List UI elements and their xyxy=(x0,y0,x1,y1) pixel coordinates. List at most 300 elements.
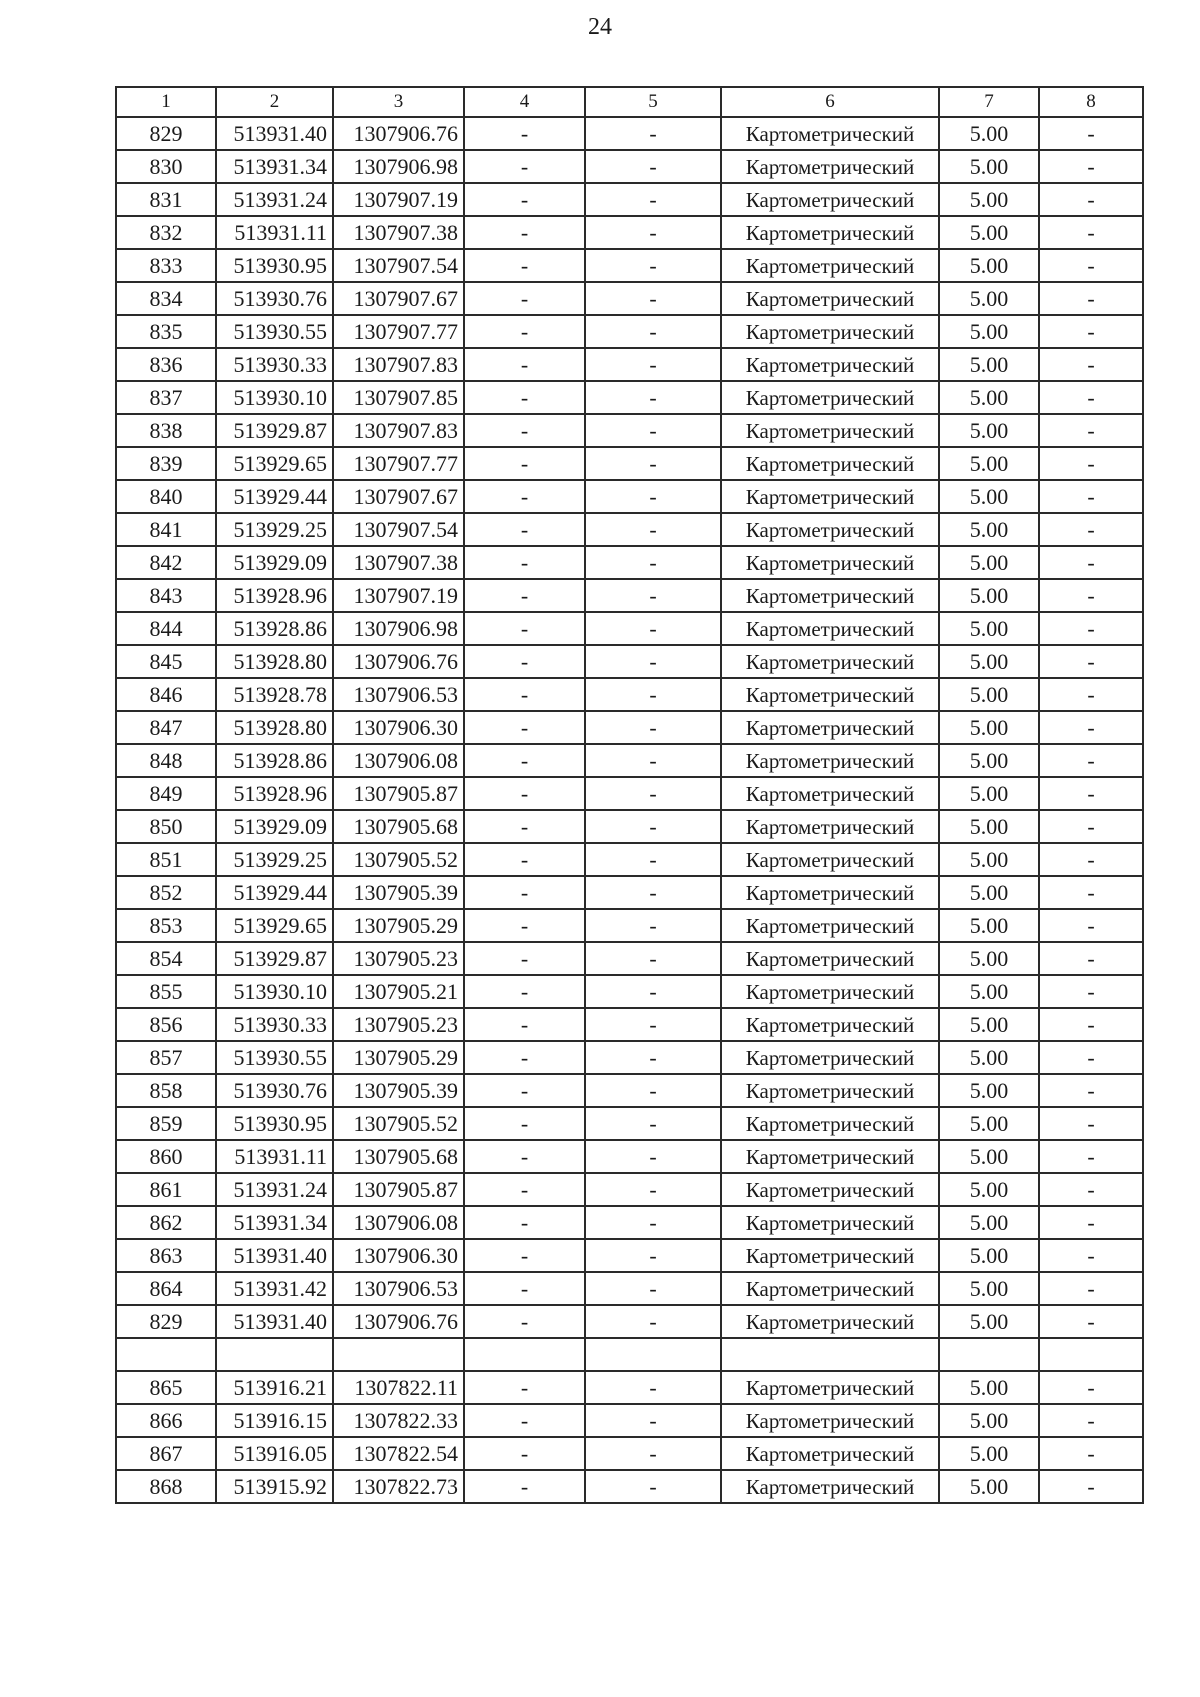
table-row xyxy=(116,216,1143,249)
cell-x-coordinate: 513930.33 xyxy=(216,1008,333,1041)
cell-point-number: 836 xyxy=(116,348,216,381)
cell-col-8: - xyxy=(1039,942,1143,975)
cell-accuracy: 5.00 xyxy=(939,480,1039,513)
cell-y-coordinate: 1307907.77 xyxy=(333,315,464,348)
cell-col-4: - xyxy=(464,843,585,876)
cell-accuracy: 5.00 xyxy=(939,183,1039,216)
cell-col-8: - xyxy=(1039,843,1143,876)
cell-method: Картометрический xyxy=(721,1437,939,1470)
cell-y-coordinate: 1307906.30 xyxy=(333,1239,464,1272)
cell-x-coordinate: 513929.25 xyxy=(216,843,333,876)
cell-col-8: - xyxy=(1039,282,1143,315)
cell-method: Картометрический xyxy=(721,810,939,843)
cell-col-8: - xyxy=(1039,1371,1143,1404)
cell-col-4: - xyxy=(464,1305,585,1338)
cell-point-number: 848 xyxy=(116,744,216,777)
table-row xyxy=(116,1239,1143,1272)
table-row xyxy=(116,282,1143,315)
table-row xyxy=(116,579,1143,612)
cell-y-coordinate: 1307905.39 xyxy=(333,1074,464,1107)
cell-x-coordinate: 513916.15 xyxy=(216,1404,333,1437)
table-row xyxy=(116,480,1143,513)
coordinates-table xyxy=(115,86,1144,1504)
cell-accuracy: 5.00 xyxy=(939,1404,1039,1437)
cell-method: Картометрический xyxy=(721,381,939,414)
table-row xyxy=(116,150,1143,183)
cell-col-4: - xyxy=(464,381,585,414)
cell-col-4: - xyxy=(464,876,585,909)
cell-point-number: 865 xyxy=(116,1371,216,1404)
table-row xyxy=(116,1272,1143,1305)
cell-point-number: 837 xyxy=(116,381,216,414)
table-row xyxy=(116,513,1143,546)
cell-col-8: - xyxy=(1039,150,1143,183)
cell-point-number: 847 xyxy=(116,711,216,744)
cell-x-coordinate: 513929.65 xyxy=(216,909,333,942)
cell-y-coordinate: 1307905.68 xyxy=(333,1140,464,1173)
cell-accuracy: 5.00 xyxy=(939,546,1039,579)
cell-y-coordinate: 1307905.68 xyxy=(333,810,464,843)
cell-col-4: - xyxy=(464,1173,585,1206)
cell-point-number xyxy=(116,1338,216,1371)
cell-y-coordinate: 1307905.21 xyxy=(333,975,464,1008)
cell-method: Картометрический xyxy=(721,843,939,876)
cell-col-8: - xyxy=(1039,744,1143,777)
table-row xyxy=(116,777,1143,810)
cell-accuracy: 5.00 xyxy=(939,909,1039,942)
table-row xyxy=(116,711,1143,744)
cell-accuracy: 5.00 xyxy=(939,513,1039,546)
cell-x-coordinate: 513931.11 xyxy=(216,1140,333,1173)
cell-method: Картометрический xyxy=(721,1041,939,1074)
cell-col-4: - xyxy=(464,744,585,777)
cell-col-5: - xyxy=(585,975,721,1008)
cell-y-coordinate: 1307905.52 xyxy=(333,843,464,876)
cell-col-4: - xyxy=(464,810,585,843)
table-row xyxy=(116,1008,1143,1041)
cell-y-coordinate: 1307906.08 xyxy=(333,744,464,777)
cell-accuracy: 5.00 xyxy=(939,1140,1039,1173)
cell-accuracy: 5.00 xyxy=(939,249,1039,282)
column-header-4: 4 xyxy=(464,87,585,117)
cell-col-8: - xyxy=(1039,513,1143,546)
table-row xyxy=(116,1206,1143,1239)
cell-method: Картометрический xyxy=(721,1107,939,1140)
cell-col-8: - xyxy=(1039,612,1143,645)
cell-method: Картометрический xyxy=(721,1371,939,1404)
cell-col-4 xyxy=(464,1338,585,1371)
cell-y-coordinate: 1307907.67 xyxy=(333,282,464,315)
cell-accuracy: 5.00 xyxy=(939,1272,1039,1305)
cell-point-number: 853 xyxy=(116,909,216,942)
cell-col-4: - xyxy=(464,579,585,612)
cell-accuracy: 5.00 xyxy=(939,711,1039,744)
cell-point-number: 839 xyxy=(116,447,216,480)
cell-y-coordinate: 1307822.33 xyxy=(333,1404,464,1437)
cell-x-coordinate: 513928.80 xyxy=(216,711,333,744)
cell-col-5: - xyxy=(585,1305,721,1338)
cell-point-number: 866 xyxy=(116,1404,216,1437)
cell-accuracy xyxy=(939,1338,1039,1371)
cell-accuracy: 5.00 xyxy=(939,645,1039,678)
cell-y-coordinate: 1307905.87 xyxy=(333,777,464,810)
cell-col-8 xyxy=(1039,1338,1143,1371)
cell-col-5: - xyxy=(585,1206,721,1239)
cell-method: Картометрический xyxy=(721,1272,939,1305)
cell-point-number: 840 xyxy=(116,480,216,513)
cell-x-coordinate: 513929.44 xyxy=(216,480,333,513)
cell-x-coordinate: 513931.11 xyxy=(216,216,333,249)
cell-col-5: - xyxy=(585,1041,721,1074)
table-row xyxy=(116,249,1143,282)
cell-method: Картометрический xyxy=(721,513,939,546)
cell-col-8: - xyxy=(1039,1074,1143,1107)
cell-point-number: 830 xyxy=(116,150,216,183)
cell-y-coordinate: 1307905.29 xyxy=(333,1041,464,1074)
cell-method: Картометрический xyxy=(721,1305,939,1338)
cell-col-5: - xyxy=(585,810,721,843)
cell-col-5: - xyxy=(585,447,721,480)
cell-col-8: - xyxy=(1039,1305,1143,1338)
cell-point-number: 843 xyxy=(116,579,216,612)
cell-col-5: - xyxy=(585,150,721,183)
cell-col-4: - xyxy=(464,183,585,216)
cell-point-number: 855 xyxy=(116,975,216,1008)
table-row xyxy=(116,678,1143,711)
cell-col-8: - xyxy=(1039,1140,1143,1173)
cell-col-4: - xyxy=(464,117,585,150)
cell-y-coordinate: 1307907.19 xyxy=(333,183,464,216)
cell-accuracy: 5.00 xyxy=(939,1074,1039,1107)
table-row xyxy=(116,1338,1143,1371)
table-row xyxy=(116,183,1143,216)
cell-y-coordinate: 1307907.77 xyxy=(333,447,464,480)
cell-x-coordinate: 513929.09 xyxy=(216,810,333,843)
cell-x-coordinate: 513916.21 xyxy=(216,1371,333,1404)
cell-method: Картометрический xyxy=(721,1008,939,1041)
column-header-3: 3 xyxy=(333,87,464,117)
cell-method: Картометрический xyxy=(721,414,939,447)
cell-accuracy: 5.00 xyxy=(939,150,1039,183)
cell-col-8: - xyxy=(1039,381,1143,414)
cell-col-5: - xyxy=(585,645,721,678)
table-row xyxy=(116,447,1143,480)
cell-x-coordinate: 513930.76 xyxy=(216,282,333,315)
table-row xyxy=(116,315,1143,348)
cell-col-4: - xyxy=(464,1107,585,1140)
table-row xyxy=(116,942,1143,975)
cell-x-coordinate: 513928.96 xyxy=(216,579,333,612)
cell-method: Картометрический xyxy=(721,876,939,909)
cell-x-coordinate: 513915.92 xyxy=(216,1470,333,1503)
cell-method: Картометрический xyxy=(721,1470,939,1503)
cell-col-8: - xyxy=(1039,1239,1143,1272)
cell-method: Картометрический xyxy=(721,744,939,777)
cell-col-4: - xyxy=(464,315,585,348)
cell-method: Картометрический xyxy=(721,1239,939,1272)
cell-col-4: - xyxy=(464,1371,585,1404)
cell-col-4: - xyxy=(464,645,585,678)
cell-y-coordinate: 1307905.23 xyxy=(333,1008,464,1041)
cell-y-coordinate: 1307822.54 xyxy=(333,1437,464,1470)
cell-col-5: - xyxy=(585,513,721,546)
cell-col-5: - xyxy=(585,546,721,579)
column-header-5: 5 xyxy=(585,87,721,117)
table-row xyxy=(116,1140,1143,1173)
cell-point-number: 841 xyxy=(116,513,216,546)
cell-col-8: - xyxy=(1039,117,1143,150)
cell-col-8: - xyxy=(1039,249,1143,282)
cell-x-coordinate: 513928.78 xyxy=(216,678,333,711)
cell-col-5: - xyxy=(585,678,721,711)
cell-point-number: 832 xyxy=(116,216,216,249)
cell-x-coordinate: 513931.40 xyxy=(216,117,333,150)
cell-method: Картометрический xyxy=(721,645,939,678)
cell-x-coordinate: 513931.42 xyxy=(216,1272,333,1305)
table-body xyxy=(116,117,1143,1503)
cell-col-5: - xyxy=(585,1008,721,1041)
cell-accuracy: 5.00 xyxy=(939,1470,1039,1503)
cell-method: Картометрический xyxy=(721,546,939,579)
cell-x-coordinate: 513931.24 xyxy=(216,1173,333,1206)
cell-x-coordinate: 513916.05 xyxy=(216,1437,333,1470)
table-row xyxy=(116,810,1143,843)
cell-point-number: 844 xyxy=(116,612,216,645)
cell-y-coordinate: 1307905.39 xyxy=(333,876,464,909)
cell-col-5: - xyxy=(585,843,721,876)
cell-col-5: - xyxy=(585,711,721,744)
cell-method: Картометрический xyxy=(721,117,939,150)
cell-col-8: - xyxy=(1039,909,1143,942)
cell-col-8: - xyxy=(1039,678,1143,711)
table-row xyxy=(116,1074,1143,1107)
cell-col-5: - xyxy=(585,612,721,645)
cell-col-4: - xyxy=(464,1140,585,1173)
cell-accuracy: 5.00 xyxy=(939,117,1039,150)
cell-method: Картометрический xyxy=(721,909,939,942)
table-row xyxy=(116,348,1143,381)
cell-col-4: - xyxy=(464,1074,585,1107)
cell-col-8: - xyxy=(1039,645,1143,678)
cell-accuracy: 5.00 xyxy=(939,216,1039,249)
cell-col-5: - xyxy=(585,579,721,612)
cell-y-coordinate: 1307907.38 xyxy=(333,216,464,249)
cell-accuracy: 5.00 xyxy=(939,1041,1039,1074)
cell-point-number: 834 xyxy=(116,282,216,315)
cell-point-number: 864 xyxy=(116,1272,216,1305)
cell-point-number: 868 xyxy=(116,1470,216,1503)
cell-accuracy: 5.00 xyxy=(939,447,1039,480)
table-row xyxy=(116,645,1143,678)
cell-method: Картометрический xyxy=(721,678,939,711)
cell-accuracy: 5.00 xyxy=(939,1437,1039,1470)
cell-col-4: - xyxy=(464,711,585,744)
cell-accuracy: 5.00 xyxy=(939,876,1039,909)
cell-x-coordinate: 513928.86 xyxy=(216,612,333,645)
cell-col-5: - xyxy=(585,942,721,975)
cell-accuracy: 5.00 xyxy=(939,843,1039,876)
cell-col-5: - xyxy=(585,381,721,414)
cell-method: Картометрический xyxy=(721,183,939,216)
cell-col-5: - xyxy=(585,1107,721,1140)
cell-point-number: 831 xyxy=(116,183,216,216)
cell-col-4: - xyxy=(464,414,585,447)
cell-x-coordinate: 513929.65 xyxy=(216,447,333,480)
cell-col-5: - xyxy=(585,1437,721,1470)
cell-method: Картометрический xyxy=(721,150,939,183)
table-row xyxy=(116,1305,1143,1338)
cell-point-number: 863 xyxy=(116,1239,216,1272)
cell-y-coordinate: 1307906.08 xyxy=(333,1206,464,1239)
cell-point-number: 852 xyxy=(116,876,216,909)
cell-col-8: - xyxy=(1039,1272,1143,1305)
cell-accuracy: 5.00 xyxy=(939,1371,1039,1404)
cell-accuracy: 5.00 xyxy=(939,1239,1039,1272)
cell-col-5: - xyxy=(585,1074,721,1107)
cell-point-number: 838 xyxy=(116,414,216,447)
cell-col-5: - xyxy=(585,1173,721,1206)
cell-accuracy: 5.00 xyxy=(939,1173,1039,1206)
cell-col-8: - xyxy=(1039,975,1143,1008)
cell-accuracy: 5.00 xyxy=(939,744,1039,777)
cell-col-5: - xyxy=(585,909,721,942)
cell-col-4: - xyxy=(464,612,585,645)
cell-point-number: 850 xyxy=(116,810,216,843)
cell-col-5: - xyxy=(585,183,721,216)
cell-x-coordinate: 513929.09 xyxy=(216,546,333,579)
cell-col-8: - xyxy=(1039,579,1143,612)
cell-point-number: 833 xyxy=(116,249,216,282)
cell-method: Картометрический xyxy=(721,1140,939,1173)
cell-y-coordinate: 1307906.98 xyxy=(333,150,464,183)
cell-col-8: - xyxy=(1039,810,1143,843)
cell-point-number: 829 xyxy=(116,1305,216,1338)
cell-x-coordinate: 513931.40 xyxy=(216,1239,333,1272)
cell-y-coordinate: 1307907.85 xyxy=(333,381,464,414)
cell-y-coordinate: 1307822.73 xyxy=(333,1470,464,1503)
cell-x-coordinate: 513929.25 xyxy=(216,513,333,546)
table-row xyxy=(116,1404,1143,1437)
cell-point-number: 858 xyxy=(116,1074,216,1107)
table-row xyxy=(116,1470,1143,1503)
cell-col-5: - xyxy=(585,348,721,381)
table-row xyxy=(116,975,1143,1008)
cell-col-8: - xyxy=(1039,315,1143,348)
cell-col-4: - xyxy=(464,1470,585,1503)
cell-col-5: - xyxy=(585,1239,721,1272)
page-number: 24 xyxy=(588,14,612,40)
cell-x-coordinate: 513929.87 xyxy=(216,942,333,975)
cell-x-coordinate: 513930.95 xyxy=(216,249,333,282)
cell-y-coordinate: 1307907.19 xyxy=(333,579,464,612)
cell-col-4: - xyxy=(464,282,585,315)
cell-accuracy: 5.00 xyxy=(939,1008,1039,1041)
column-header-7: 7 xyxy=(939,87,1039,117)
column-header-2: 2 xyxy=(216,87,333,117)
cell-x-coordinate: 513931.34 xyxy=(216,150,333,183)
cell-col-4: - xyxy=(464,909,585,942)
cell-col-5: - xyxy=(585,315,721,348)
cell-col-5: - xyxy=(585,744,721,777)
cell-col-5: - xyxy=(585,1470,721,1503)
cell-y-coordinate: 1307907.67 xyxy=(333,480,464,513)
cell-y-coordinate: 1307905.52 xyxy=(333,1107,464,1140)
cell-method: Картометрический xyxy=(721,1173,939,1206)
cell-y-coordinate: 1307905.87 xyxy=(333,1173,464,1206)
cell-accuracy: 5.00 xyxy=(939,1206,1039,1239)
cell-accuracy: 5.00 xyxy=(939,414,1039,447)
table-row xyxy=(116,1173,1143,1206)
cell-col-4: - xyxy=(464,1041,585,1074)
cell-y-coordinate: 1307906.76 xyxy=(333,117,464,150)
cell-method: Картометрический xyxy=(721,777,939,810)
cell-method: Картометрический xyxy=(721,942,939,975)
cell-y-coordinate: 1307906.30 xyxy=(333,711,464,744)
cell-col-4: - xyxy=(464,150,585,183)
cell-x-coordinate: 513928.96 xyxy=(216,777,333,810)
column-header-8: 8 xyxy=(1039,87,1143,117)
cell-col-8: - xyxy=(1039,183,1143,216)
cell-col-4: - xyxy=(464,546,585,579)
column-header-6: 6 xyxy=(721,87,939,117)
cell-col-4: - xyxy=(464,1206,585,1239)
cell-col-5: - xyxy=(585,282,721,315)
cell-point-number: 842 xyxy=(116,546,216,579)
table-row xyxy=(116,876,1143,909)
cell-col-8: - xyxy=(1039,1173,1143,1206)
cell-y-coordinate: 1307906.76 xyxy=(333,1305,464,1338)
cell-col-8: - xyxy=(1039,1008,1143,1041)
cell-method xyxy=(721,1338,939,1371)
cell-col-8: - xyxy=(1039,480,1143,513)
cell-x-coordinate: 513930.33 xyxy=(216,348,333,381)
cell-x-coordinate xyxy=(216,1338,333,1371)
cell-point-number: 867 xyxy=(116,1437,216,1470)
cell-col-4: - xyxy=(464,1008,585,1041)
cell-y-coordinate: 1307906.76 xyxy=(333,645,464,678)
cell-col-4: - xyxy=(464,975,585,1008)
cell-col-4: - xyxy=(464,1404,585,1437)
cell-y-coordinate: 1307907.83 xyxy=(333,414,464,447)
cell-method: Картометрический xyxy=(721,216,939,249)
cell-col-5: - xyxy=(585,1272,721,1305)
cell-y-coordinate: 1307907.54 xyxy=(333,513,464,546)
cell-method: Картометрический xyxy=(721,612,939,645)
cell-col-5: - xyxy=(585,876,721,909)
cell-method: Картометрический xyxy=(721,1074,939,1107)
cell-accuracy: 5.00 xyxy=(939,381,1039,414)
cell-method: Картометрический xyxy=(721,711,939,744)
table-row xyxy=(116,546,1143,579)
cell-col-5: - xyxy=(585,777,721,810)
cell-col-8: - xyxy=(1039,348,1143,381)
cell-y-coordinate: 1307822.11 xyxy=(333,1371,464,1404)
cell-point-number: 859 xyxy=(116,1107,216,1140)
cell-method: Картометрический xyxy=(721,1404,939,1437)
cell-method: Картометрический xyxy=(721,315,939,348)
cell-accuracy: 5.00 xyxy=(939,1107,1039,1140)
cell-y-coordinate: 1307907.54 xyxy=(333,249,464,282)
cell-col-8: - xyxy=(1039,1206,1143,1239)
cell-x-coordinate: 513929.44 xyxy=(216,876,333,909)
cell-x-coordinate: 513930.55 xyxy=(216,1041,333,1074)
cell-col-4: - xyxy=(464,1272,585,1305)
cell-method: Картометрический xyxy=(721,348,939,381)
cell-x-coordinate: 513931.40 xyxy=(216,1305,333,1338)
table-row xyxy=(116,117,1143,150)
cell-col-4: - xyxy=(464,1239,585,1272)
cell-col-8: - xyxy=(1039,546,1143,579)
